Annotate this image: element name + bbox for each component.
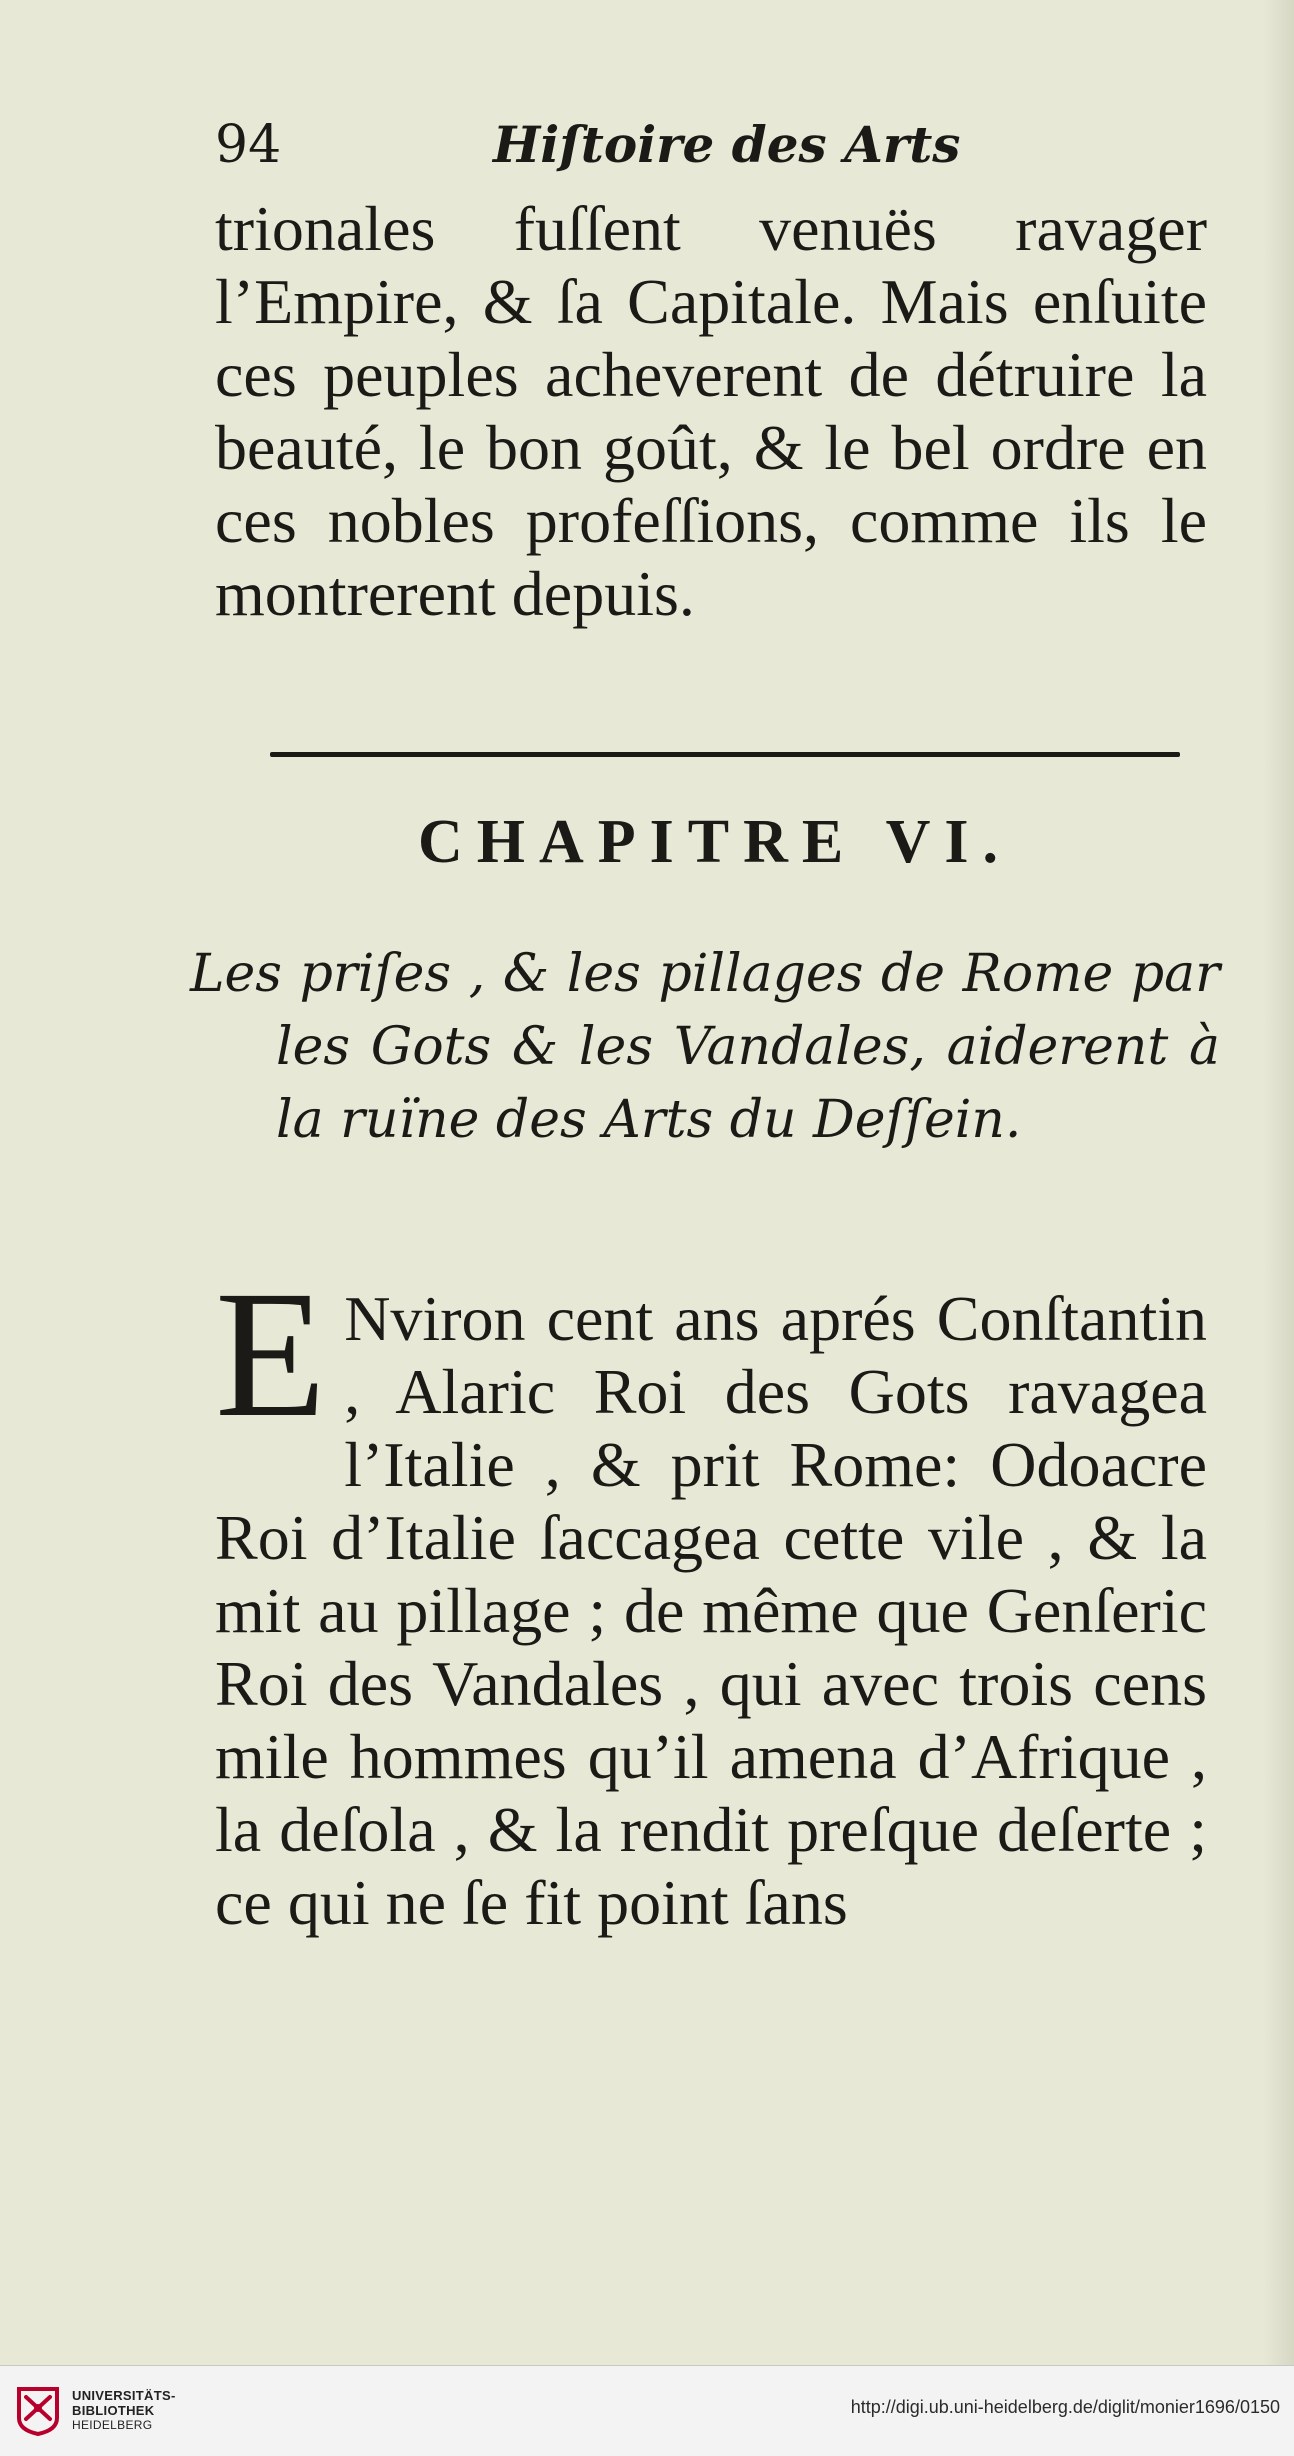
institution-line-3: HEIDELBERG: [72, 2418, 153, 2432]
university-seal-icon: [15, 2384, 61, 2436]
chapter-divider-rule: [270, 752, 1180, 757]
page-number: 94: [215, 115, 282, 175]
page-edge-shadow: [1264, 0, 1294, 2365]
intro-paragraph: trionales fuſſent venuës ravager l’Empire, & ſa Capitale. Mais enſuite ces peuples acheverent de détruire la beauté, le bon goût, & le bel ordre en ces nobles profeſſions, comme ils le montrerent depuis.: [215, 193, 1207, 629]
running-head: [215, 105, 1215, 195]
chapter-main-paragraph: [215, 1254, 1207, 1939]
source-url-link[interactable]: http://digi.ub.uni-heidelberg.de/diglit/monier1696/0150: [850, 2397, 1280, 2417]
institution-line-1: UNIVERSITÄTS-: [72, 2388, 176, 2403]
chapter-main-text: Nviron cent ans aprés Conſtantin , Alaric Roi des Gots ravagea l’Italie , & prit Rome: Odoacre Roi d’Italie ſaccagea cette vile , & la mit au pillage ; de même que Genſeric Roi des Vandales , qui avec trois cens mile hommes qu’il amena d’Afrique , la deſola , & la rendit preſque deſerte ; ce qui ne ſe fit point ſans: [215, 1283, 1207, 1938]
library-footer: [0, 2365, 1294, 2456]
page-top-text: [215, 105, 1215, 630]
running-head-title: Hiſtoire des Arts: [493, 115, 961, 174]
chapter-summary: Les priſes , & les pillages de Rome par les Gots & les Vandales, aiderent à la ruïne des Arts du Deſſein.: [190, 944, 1220, 1150]
chapter-heading: CHAPITRE VI.: [417, 808, 1013, 876]
institution-line-2: BIBLIOTHEK: [72, 2403, 155, 2418]
drop-cap-letter: E: [215, 1254, 327, 1455]
institution-name: [72, 2388, 176, 2433]
